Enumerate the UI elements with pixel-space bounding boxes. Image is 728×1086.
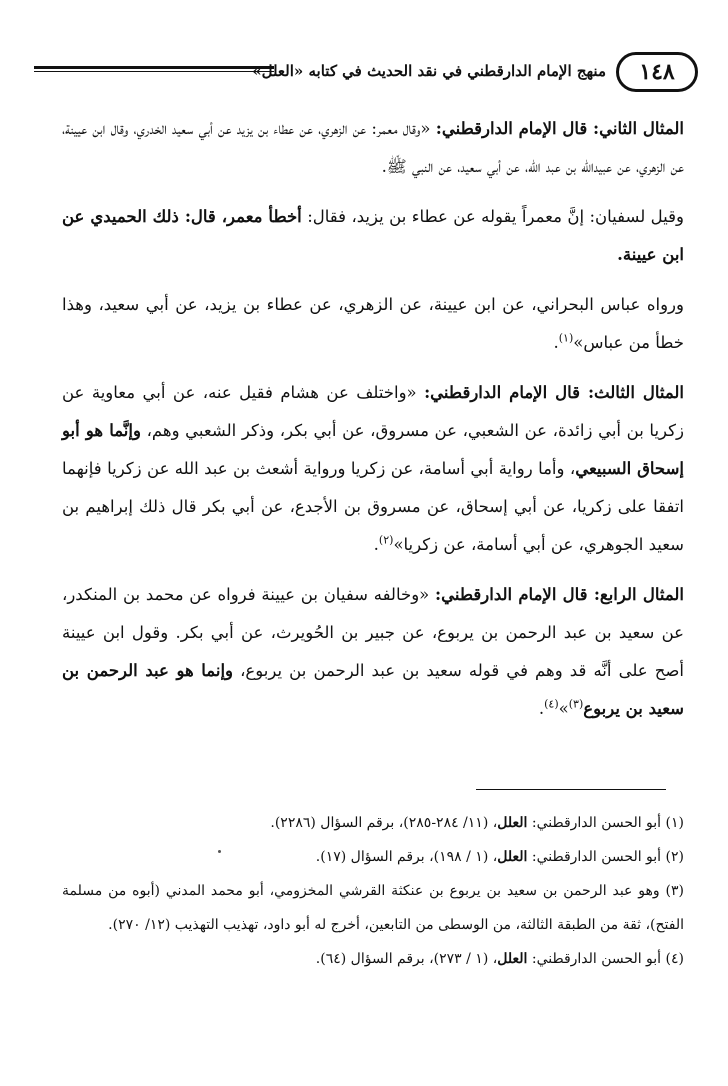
footnote-4 (62, 942, 684, 976)
page-number: ١٤٨ (639, 59, 675, 85)
footnote-text: أبو الحسن الدارقطني: (527, 849, 666, 865)
footnote-separator (476, 789, 666, 790)
footnote-text: أبو الحسن الدارقطني: (527, 951, 666, 967)
footnote-number: (٤) (665, 951, 684, 967)
paragraph-example-4 (62, 576, 684, 728)
paragraph-tail: . (553, 333, 559, 352)
book-title: العلل (497, 849, 528, 865)
footnote-2 (62, 840, 684, 874)
main-text (62, 110, 684, 740)
paragraph-tail: . (373, 535, 379, 554)
footnote-number: (٢) (665, 849, 684, 865)
example-heading: المثال الرابع: قال الإمام الدارقطني: (435, 585, 684, 604)
footnote-1 (62, 806, 684, 840)
paragraph-abbas (62, 286, 684, 362)
footnote-ref[interactable]: (٣) (568, 697, 584, 711)
paragraph-text-continued: ، وأما رواية أبي أسامة، عن زكريا ورواية أشعث بن عبد الله عن زكريا فإنهما اتفقا على زكريا، عن أبي إسحاق، عن مسروق بن الأجدع، عن أبي بكر قال ذلك إبراهيم بن سعيد الجوهري، عن أبي أسامة، عن زكريا» (62, 459, 684, 554)
footnote-ref[interactable]: (١) (558, 331, 574, 345)
paragraph-bold-text: وإنَّما هو أبو إسحاق السبيعي (62, 421, 684, 478)
paragraph-bold-text: وإنما هو عبد الرحمن بن سعيد بن يربوع (62, 661, 684, 718)
footnote-3 (62, 874, 684, 942)
paragraph-text-continued: » (558, 699, 569, 718)
paragraph-text: «وخالفه سفيان بن عيينة فرواه عن محمد بن المنكدر، عن سعيد بن عبد الرحمن بن يربوع، عن جبير بن الحُويرث، عن أبي بكر. وقول ابن عيينة أصح على أنَّه قد وهم في قوله سعيد بن عبد الرحمن بن يربوع، (62, 585, 684, 680)
example-heading: المثال الثالث: قال الإمام الدارقطني: (424, 383, 684, 402)
book-title: العلل (497, 951, 528, 967)
footnote-number: (١) (665, 815, 684, 831)
page-header (34, 52, 698, 96)
paragraph-text: ورواه عباس البحراني، عن ابن عيينة، عن الزهري، عن عطاء بن يزيد، عن أبي سعيد، وهذا خطأ من عباس» (62, 295, 684, 352)
book-title: العلل (497, 815, 528, 831)
example-heading: المثال الثاني: قال الإمام الدارقطني: (435, 119, 684, 138)
footnote-number: (٣) (665, 883, 684, 899)
paragraph-bold-text: أخطأ معمر، قال: ذلك الحميدي عن ابن عيينة. (62, 207, 684, 264)
footnote-ref[interactable]: (٤) (544, 697, 559, 711)
footnote-text: وهو عبد الرحمن بن سعيد بن يربوع بن عنكثة القرشي المخزومي، أبو محمد المدني (أبوه من مسلمة الفتح)، ثقة من الطبقة الثالثة، من الوسطى من التابعين، أخرج له أبو داود، تهذيب التهذيب (١٢/ ٢٧٠). (62, 883, 684, 933)
footnote-text: أبو الحسن الدارقطني: (527, 815, 666, 831)
paragraph-text: «وقال معمر: عن الزهري، عن عطاء بن يزيد عن أبي سعيد الخدري، وقال ابن عيينة، عن الزهري، عن عبيدالله بن عبد الله، عن أبي سعيد، عن النبي ﷺ. (62, 119, 684, 176)
footnote-ref[interactable]: (٢) (378, 533, 394, 547)
running-title: منهج الإمام الدارقطني في نقد الحديث في كتابه «العلل» (252, 62, 606, 80)
paragraph-example-2 (62, 110, 684, 186)
footnotes (62, 806, 684, 976)
footnote-citation: ، (١١/ ٢٨٤-٢٨٥)، برقم السؤال (٢٢٨٦). (270, 815, 498, 831)
paragraph-text: «واختلف عن هشام فقيل عنه، عن أبي معاوية عن زكريا بن أبي زائدة، عن الشعبي، عن مسروق، عن أبي بكر، وذكر الشعبي وهم، (62, 383, 684, 440)
paragraph-tail: . (538, 699, 545, 718)
header-rule (34, 66, 274, 72)
page-number-badge (616, 52, 698, 92)
footnote-citation: ، (١ / ٢٧٣)، برقم السؤال (٦٤). (315, 951, 498, 967)
paragraph-sufyan (62, 198, 684, 274)
paragraph-text: وقيل لسفيان: إنَّ معمراً يقوله عن عطاء بن يزيد، فقال: (301, 207, 684, 226)
paragraph-example-3 (62, 374, 684, 564)
footnote-citation: ، (١ / ١٩٨)، برقم السؤال (١٧). (315, 849, 498, 865)
